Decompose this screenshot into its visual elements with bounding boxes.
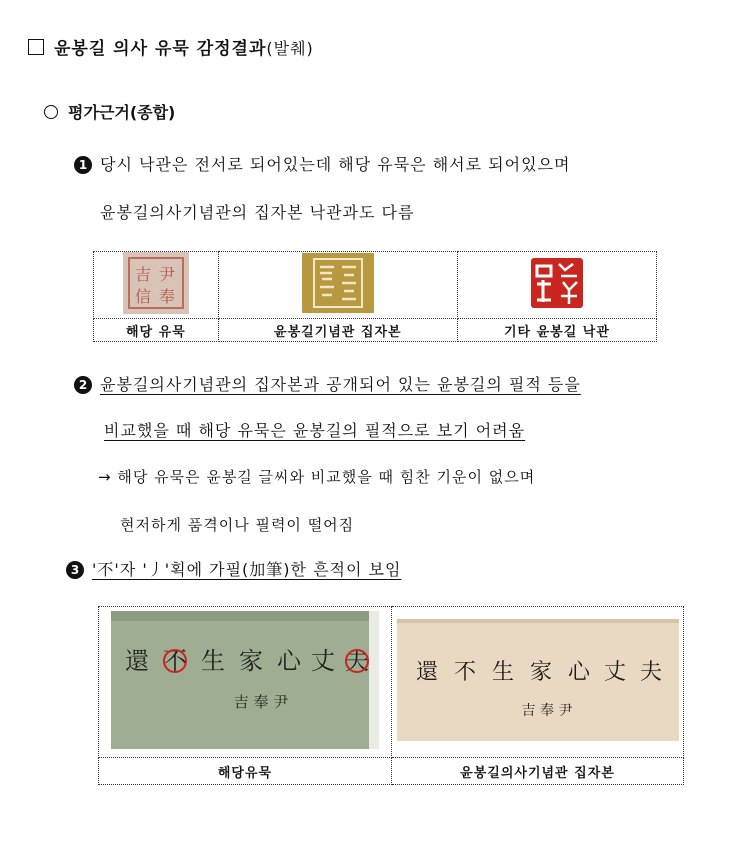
seal-other-image bbox=[529, 256, 585, 310]
svg-text:吉: 吉 bbox=[134, 265, 151, 284]
svg-text:家: 家 bbox=[239, 647, 263, 675]
seal-target-image bbox=[123, 252, 189, 314]
svg-text:奉: 奉 bbox=[158, 287, 175, 306]
title-main: 윤봉길 의사 유묵 감정결과 bbox=[54, 39, 267, 59]
svg-text:生: 生 bbox=[491, 660, 514, 685]
seal-caption-target: 해당 유묵 bbox=[94, 319, 219, 342]
svg-text:還: 還 bbox=[125, 647, 149, 675]
point3-line bbox=[66, 557, 401, 580]
point2-arrow-line1: → 해당 유묵은 윤봉길 글씨와 비교했을 때 힘찬 기운이 없으며 bbox=[98, 468, 536, 486]
square-bullet-icon bbox=[28, 39, 44, 55]
point1-text: 당시 낙관은 전서로 되어있는데 해당 유묵은 해서로 되어있으며 bbox=[100, 155, 571, 174]
svg-text:生: 生 bbox=[201, 647, 225, 675]
title-sub: (발췌) bbox=[266, 39, 314, 58]
svg-text:尹: 尹 bbox=[158, 265, 175, 284]
number-2-icon: 2 bbox=[74, 376, 92, 394]
svg-text:吉 奉 尹: 吉 奉 尹 bbox=[521, 703, 572, 719]
calligraphy-memorial-image bbox=[397, 619, 679, 741]
circle-bullet-icon bbox=[44, 105, 58, 119]
seal-cell-memorial bbox=[218, 252, 457, 319]
seal-cell-other bbox=[457, 252, 656, 319]
svg-text:丈: 丈 bbox=[311, 647, 335, 675]
point2-arrow-line2: 현저하게 품격이나 필력이 떨어짐 bbox=[120, 516, 355, 534]
point3-text: '不'자 '丿'획에 가필(加筆)한 흔적이 보임 bbox=[92, 560, 402, 579]
svg-text:吉 奉 尹: 吉 奉 尹 bbox=[233, 693, 289, 711]
svg-text:信: 信 bbox=[134, 287, 151, 306]
svg-text:不: 不 bbox=[163, 647, 187, 675]
svg-text:丈: 丈 bbox=[603, 660, 626, 685]
point1-line2: 윤봉길의사기념관의 집자본 낙관과도 다름 bbox=[100, 203, 415, 222]
calligraphy-caption-memorial: 윤봉길의사기념관 집자본 bbox=[392, 758, 684, 785]
point1-line1 bbox=[74, 152, 570, 175]
seal-caption-memorial: 윤봉길기념관 집자본 bbox=[218, 319, 457, 342]
point2-line1 bbox=[74, 372, 581, 395]
svg-text:心: 心 bbox=[277, 647, 301, 675]
calligraphy-cell-memorial bbox=[392, 607, 684, 758]
calligraphy-caption-target: 해당유묵 bbox=[99, 758, 392, 785]
document-title bbox=[28, 34, 314, 59]
point2-line2: 비교했을 때 해당 유묵은 윤봉길의 필적으로 보기 어려움 bbox=[104, 421, 526, 440]
svg-text:還: 還 bbox=[415, 660, 438, 685]
svg-text:夫: 夫 bbox=[639, 660, 662, 685]
svg-text:家: 家 bbox=[529, 660, 552, 685]
svg-text:不: 不 bbox=[453, 660, 476, 685]
seal-caption-other: 기타 윤봉길 낙관 bbox=[457, 319, 656, 342]
svg-text:心: 心 bbox=[567, 660, 590, 685]
seal-memorial-image bbox=[302, 253, 374, 313]
calligraphy-cell-target bbox=[99, 607, 392, 758]
number-3-icon: 3 bbox=[66, 561, 84, 579]
basis-label: 평가근거(종합) bbox=[68, 103, 176, 122]
basis-heading bbox=[44, 100, 175, 123]
number-1-icon: 1 bbox=[74, 156, 92, 174]
point2-text: 윤봉길의사기념관의 집자본과 공개되어 있는 윤봉길의 필적 등을 bbox=[100, 375, 581, 394]
seal-cell-target bbox=[94, 252, 219, 319]
calligraphy-target-image bbox=[111, 611, 379, 749]
calligraphy-comparison-table bbox=[98, 606, 684, 785]
seal-comparison-table bbox=[93, 251, 657, 342]
svg-text:夫: 夫 bbox=[345, 647, 369, 675]
